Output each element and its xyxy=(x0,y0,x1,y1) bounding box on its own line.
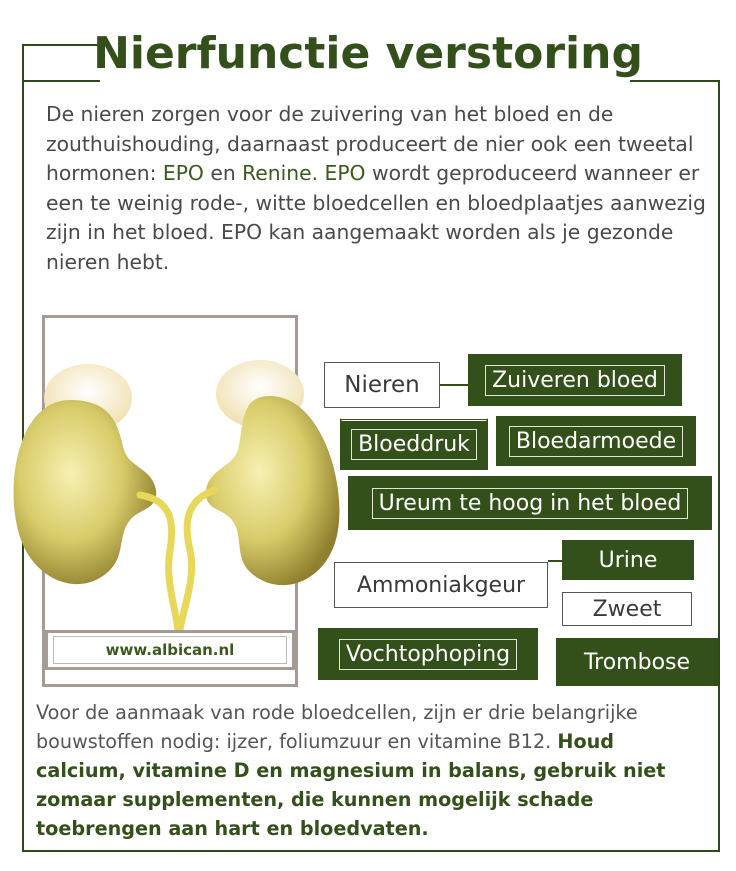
box-nieren: Nieren xyxy=(324,362,440,408)
page-title: Nierfunctie verstoring xyxy=(93,28,643,79)
box-ammoniakgeur: Ammoniakgeur xyxy=(334,562,548,608)
box-bloeddruk: Bloeddruk xyxy=(340,418,488,470)
intro-text: en xyxy=(203,161,243,185)
hormone-renine: Renine. xyxy=(242,161,319,185)
website-url[interactable]: www.albican.nl xyxy=(53,636,287,664)
kidney-left xyxy=(14,400,157,584)
kidney-right xyxy=(206,396,340,585)
box-ureum: Ureum te hoog in het bloed xyxy=(348,476,712,530)
intro-paragraph xyxy=(46,100,706,277)
website-box xyxy=(45,630,295,670)
box-urine: Urine xyxy=(562,540,694,580)
box-trombose: Trombose xyxy=(556,638,718,686)
intro-text: wordt geproduceerd wanneer er een te weinig rode-, witte bloedcellen en bloedplaatjes aanwezig zijn in het bloed. EPO kan aangemaakt worden als je gezonde nieren hebt. xyxy=(46,161,706,274)
box-vochtophoping: Vochtophoping xyxy=(318,628,538,680)
bottom-text: Voor de aanmaak van rode bloedcellen, zijn er drie belangrijke bouwstoffen nodig: ijzer, foliumzuur en vitamine B12. xyxy=(36,701,638,753)
box-bloedarmoede: Bloedarmoede xyxy=(496,416,696,466)
connector-line xyxy=(440,384,470,386)
bottom-warning: Houd calcium, vitamine D en magnesium in balans, gebruik niet zomaar supplementen, die kunnen mogelijk schade toebrengen aan hart en bloedvaten. xyxy=(36,730,666,840)
hormone-epo: EPO xyxy=(162,161,204,185)
kidneys-illustration xyxy=(0,350,380,630)
bottom-paragraph xyxy=(36,698,706,843)
box-zuiveren-bloed: Zuiveren bloed xyxy=(468,354,682,406)
intro-text: De nieren zorgen voor de zuivering van het bloed en de zouthuishouding, daarnaast produceert de nier ook een tweetal hormonen: xyxy=(46,102,694,185)
hormone-epo: EPO xyxy=(324,161,366,185)
box-zweet: Zweet xyxy=(562,592,692,626)
